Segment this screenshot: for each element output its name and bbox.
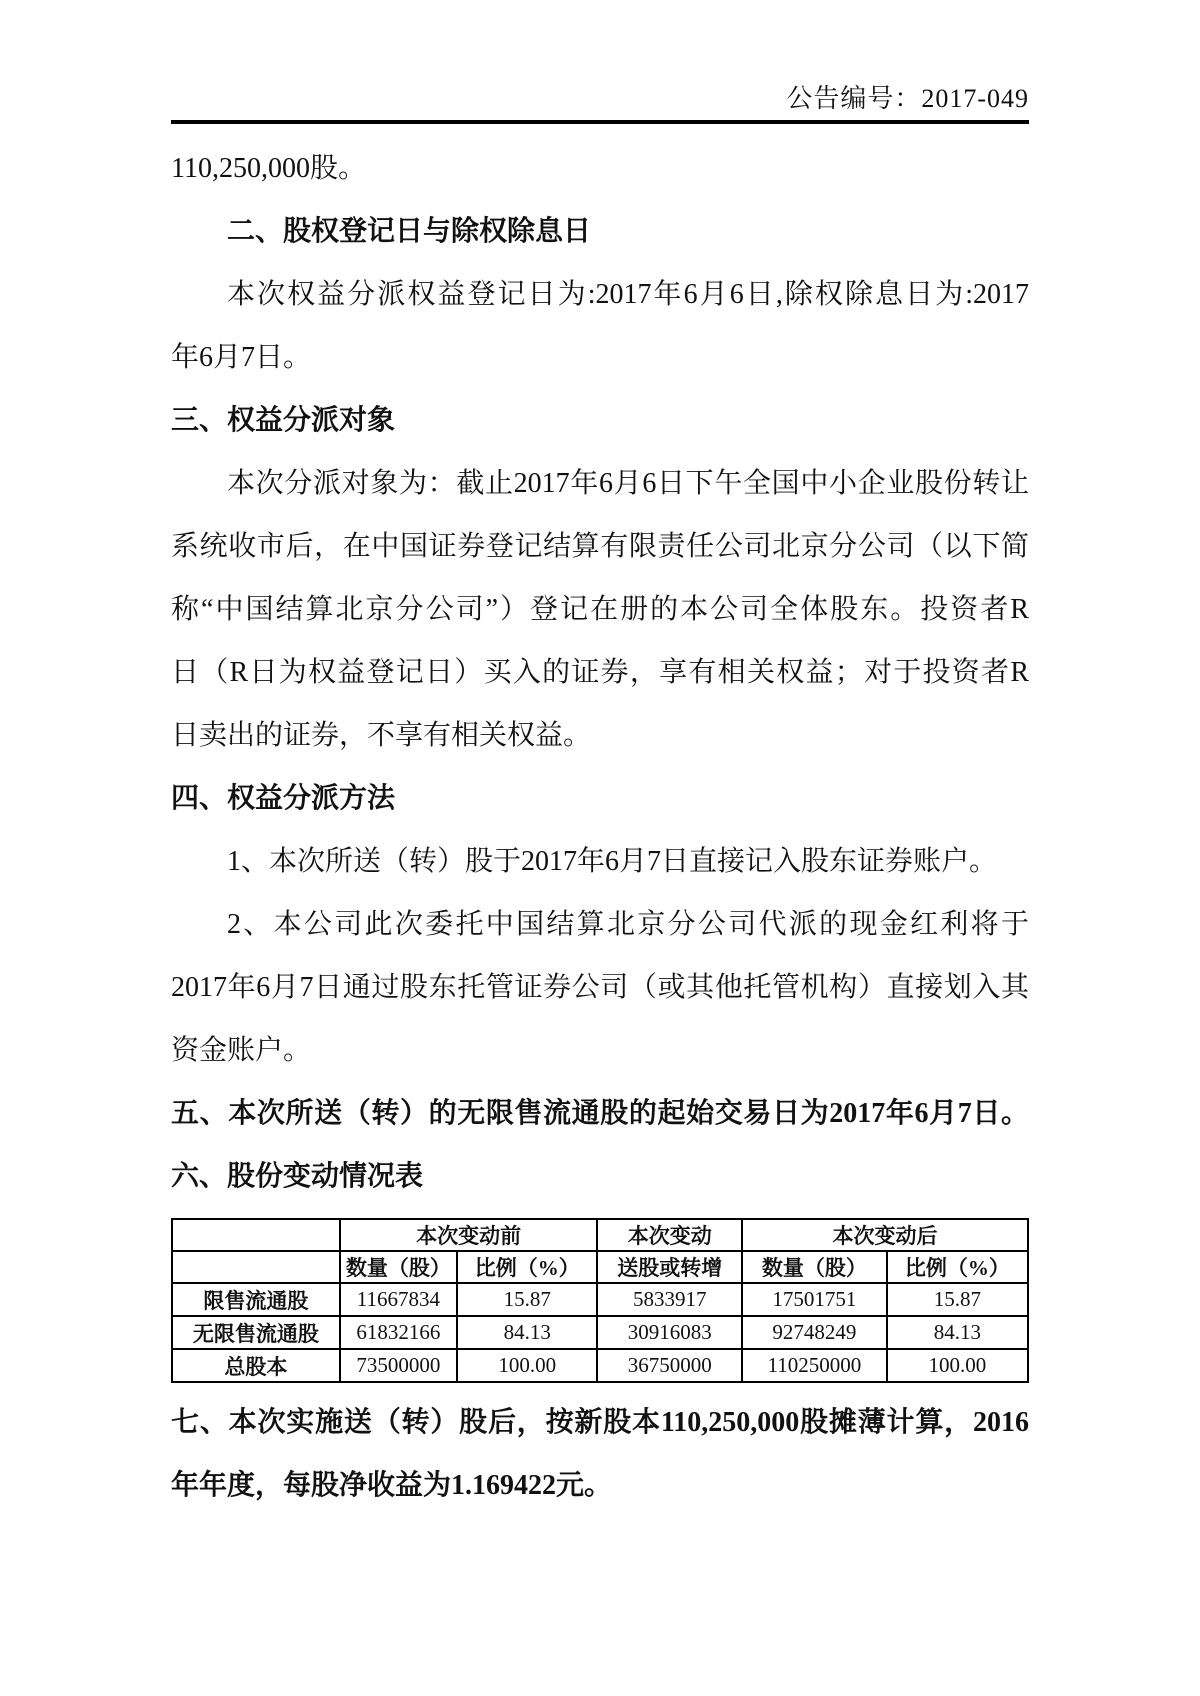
row-label: 总股本 <box>172 1349 340 1382</box>
section-2-heading: 二、股权登记日与除权除息日 <box>227 216 592 247</box>
section-7 <box>171 1391 1029 1517</box>
table-header-row-subheaders <box>172 1251 1028 1283</box>
table-header-row-groups <box>172 1219 1028 1251</box>
table-row-total <box>172 1349 1028 1382</box>
table-corner-cell <box>172 1219 340 1251</box>
section-6-heading: 六、股份变动情况表 <box>171 1161 424 1192</box>
document-body <box>171 137 1029 1517</box>
subheader-qty-before: 数量（股） <box>340 1251 457 1283</box>
section-3-para-line: 本次分派对象为：截止2017年6月6日下午全国中小企业股份转让 <box>227 468 1029 499</box>
table-corner-cell <box>172 1251 340 1283</box>
section-7-line: 年年度，每股净收益为1.169422元。 <box>171 1470 613 1501</box>
document-page <box>171 0 1029 1517</box>
intro-tail-line: 110,250,000股。 <box>171 153 366 184</box>
section-3-para-line: 日卖出的证券，不享有相关权益。 <box>171 720 592 751</box>
col-group-after: 本次变动后 <box>742 1219 1028 1251</box>
table-cell: 15.87 <box>457 1283 597 1316</box>
table-row-restricted <box>172 1283 1028 1316</box>
table-cell: 84.13 <box>887 1316 1028 1349</box>
table-cell: 100.00 <box>887 1349 1028 1382</box>
section-3-para-line: 称“中国结算北京分公司”）登记在册的本公司全体股东。投资者R <box>171 594 1029 625</box>
section-5-heading: 五、本次所送（转）的无限售流通股的起始交易日为2017年6月7日。 <box>171 1098 1029 1129</box>
table-row-unrestricted <box>172 1316 1028 1349</box>
section-7-line: 七、本次实施送（转）股后，按新股本110,250,000股摊薄计算，2016 <box>171 1407 1029 1438</box>
table-cell: 11667834 <box>340 1283 457 1316</box>
subheader-ratio-before: 比例（%） <box>457 1251 597 1283</box>
table-cell: 84.13 <box>457 1316 597 1349</box>
table-cell: 15.87 <box>887 1283 1028 1316</box>
table-cell: 61832166 <box>340 1316 457 1349</box>
subheader-qty-after: 数量（股） <box>742 1251 887 1283</box>
col-group-change: 本次变动 <box>597 1219 742 1251</box>
section-4-heading: 四、权益分派方法 <box>171 783 396 814</box>
section-4-item-2-line: 资金账户。 <box>171 1035 312 1066</box>
table-cell: 92748249 <box>742 1316 887 1349</box>
row-label: 无限售流通股 <box>172 1316 340 1349</box>
subheader-bonus-shares: 送股或转增 <box>597 1251 742 1283</box>
section-2-para-line: 本次权益分派权益登记日为:2017年6月6日,除权除息日为:2017 <box>227 279 1029 310</box>
subheader-ratio-after: 比例（%） <box>887 1251 1028 1283</box>
table-cell: 5833917 <box>597 1283 742 1316</box>
section-3-para-line: 日（R日为权益登记日）买入的证券，享有相关权益；对于投资者R <box>171 657 1029 688</box>
section-3-heading: 三、权益分派对象 <box>171 405 396 436</box>
header-rule <box>171 120 1029 124</box>
share-change-table <box>171 1218 1029 1383</box>
section-3-para-line: 系统收市后，在中国证券登记结算有限责任公司北京分公司（以下简 <box>171 531 1029 562</box>
table-cell: 100.00 <box>457 1349 597 1382</box>
table-cell: 73500000 <box>340 1349 457 1382</box>
section-4-item-2-line: 2017年6月7日通过股东托管证券公司（或其他托管机构）直接划入其 <box>171 972 1029 1003</box>
section-2-para-line: 年6月7日。 <box>171 342 312 373</box>
section-4-item-1: 1、本次所送（转）股于2017年6月7日直接记入股东证券账户。 <box>227 846 998 877</box>
row-label: 限售流通股 <box>172 1283 340 1316</box>
table-cell: 110250000 <box>742 1349 887 1382</box>
table-cell: 17501751 <box>742 1283 887 1316</box>
announcement-number: 公告编号：2017-049 <box>786 84 1029 113</box>
col-group-before: 本次变动前 <box>340 1219 598 1251</box>
table-cell: 36750000 <box>597 1349 742 1382</box>
table-cell: 30916083 <box>597 1316 742 1349</box>
section-4-item-2-line: 2、本公司此次委托中国结算北京分公司代派的现金红利将于 <box>227 909 1029 940</box>
